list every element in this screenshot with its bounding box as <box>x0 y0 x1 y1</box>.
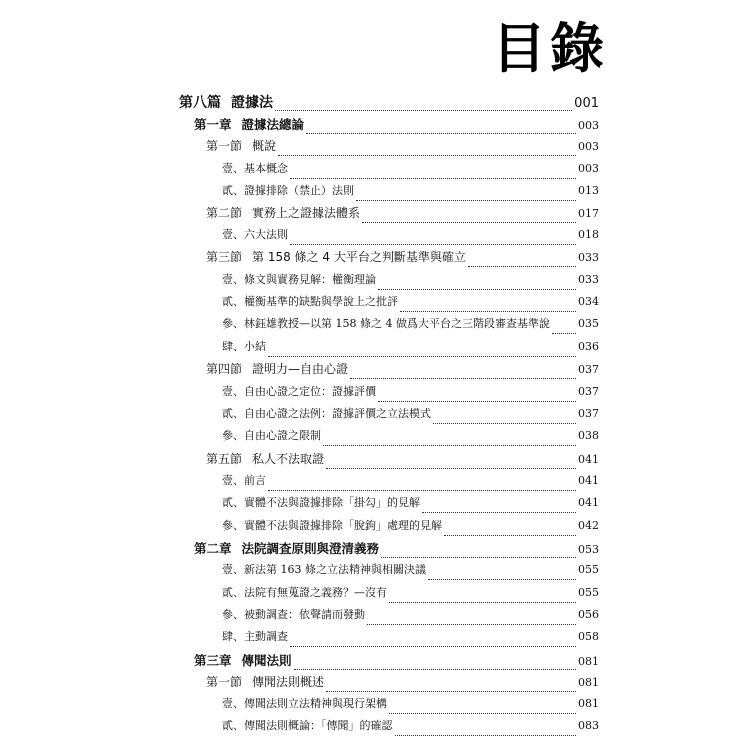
toc-entry[interactable] <box>206 204 599 226</box>
leader-dots <box>428 579 576 580</box>
toc-entry[interactable] <box>222 517 599 539</box>
toc-title: 傳聞法則概述 <box>252 675 325 689</box>
toc-entry[interactable] <box>194 651 599 673</box>
toc-title: 肆、小結 <box>222 340 266 353</box>
toc-title: 貳、權衡基準的缺點與學說上之批評 <box>222 295 398 308</box>
leader-dots <box>378 289 576 290</box>
toc-page: 081 <box>578 676 599 689</box>
leader-dots <box>306 133 576 134</box>
toc-page: 042 <box>578 519 599 532</box>
toc-title: 貳、證據排除（禁止）法則 <box>222 184 354 197</box>
toc-title: 壹、前言 <box>222 474 266 487</box>
toc-title: 壹、新法第 163 條之立法精神與相關決議 <box>222 563 426 576</box>
toc-entry[interactable] <box>206 360 599 382</box>
leader-dots <box>395 735 577 736</box>
toc-entry[interactable] <box>206 137 599 159</box>
toc-entry[interactable] <box>206 450 599 472</box>
toc-title: 貳、法院有無蒐證之義務？—沒有 <box>222 586 387 599</box>
toc-page: 055 <box>578 586 599 599</box>
leader-dots <box>422 512 576 513</box>
leader-dots <box>268 356 576 357</box>
toc-number: 第五節 <box>206 452 243 466</box>
toc-page: 058 <box>578 630 599 643</box>
toc-page: 037 <box>578 407 599 420</box>
toc-page: 035 <box>578 317 599 330</box>
leader-dots <box>389 713 576 714</box>
toc-title: 參、林鈺雄教授—以第 158 條之 4 做爲大平台之三階段審查基準說 <box>222 317 550 330</box>
leader-dots <box>326 691 576 692</box>
toc-title: 壹、基本概念 <box>222 162 288 175</box>
leader-dots <box>350 378 576 379</box>
toc-page: 041 <box>578 474 599 487</box>
toc-page: 001 <box>574 96 599 111</box>
toc-entry[interactable] <box>222 494 599 516</box>
toc-title: 第 158 條之 4 大平台之判斷基準與確立 <box>252 250 466 264</box>
toc-title: 私人不法取證 <box>252 452 325 466</box>
toc-title: 肆、主動調查 <box>222 630 288 643</box>
toc-title: 參、自由心證之限制 <box>222 429 321 442</box>
toc-number: 第二節 <box>206 206 243 220</box>
toc-page: 037 <box>578 363 599 376</box>
toc-page: 003 <box>578 140 599 153</box>
toc-title: 壹、條文與實務見解：權衡理論 <box>222 273 376 286</box>
toc-page: 017 <box>578 207 599 220</box>
toc-title: 貳、傳聞法則概論：「傳聞」的確認 <box>222 719 393 732</box>
toc-page: 003 <box>578 119 599 132</box>
leader-dots <box>356 200 576 201</box>
leader-dots <box>367 624 576 625</box>
leader-dots <box>552 333 576 334</box>
leader-dots <box>381 557 576 558</box>
toc-entry[interactable] <box>222 338 599 360</box>
leader-dots <box>290 646 576 647</box>
toc-entry[interactable] <box>222 405 599 427</box>
toc-title: 參、被動調查：依聲請而發動 <box>222 608 365 621</box>
leader-dots <box>378 401 576 402</box>
toc-page: 033 <box>578 251 599 264</box>
toc-title: 壹、自由心證之定位：證據評價 <box>222 385 376 398</box>
leader-dots <box>323 445 576 446</box>
toc-page: 081 <box>578 697 599 710</box>
toc-title: 證據法 <box>231 95 273 111</box>
toc-entry[interactable] <box>222 383 599 405</box>
leader-dots <box>275 110 572 111</box>
toc-title: 貳、實體不法與證據排除「掛勾」的見解 <box>222 496 420 509</box>
toc-number: 第二章 <box>194 541 232 556</box>
toc-entry[interactable] <box>194 539 599 561</box>
toc-title: 傳聞法則 <box>241 653 292 668</box>
toc-entry[interactable] <box>179 92 599 114</box>
toc-page: 053 <box>578 543 599 556</box>
toc-number: 第三章 <box>194 653 232 668</box>
toc-page: 083 <box>578 719 599 732</box>
toc-number: 第一節 <box>206 139 243 153</box>
toc-entry[interactable] <box>222 427 599 449</box>
toc-title: 壹、六大法則 <box>222 228 288 241</box>
toc-entry[interactable] <box>222 472 599 494</box>
toc-title: 實務上之證據法體系 <box>252 206 361 220</box>
toc-title: 概說 <box>252 139 277 153</box>
toc-entry[interactable] <box>222 160 599 182</box>
toc-page: 036 <box>578 340 599 353</box>
toc-entry[interactable] <box>222 717 599 739</box>
leader-dots <box>326 468 576 469</box>
toc-entry[interactable] <box>222 271 599 293</box>
toc-number: 第一節 <box>206 675 243 689</box>
toc-entry[interactable] <box>194 115 599 137</box>
leader-dots <box>290 178 576 179</box>
toc-entry[interactable] <box>206 673 599 695</box>
leader-dots <box>433 423 576 424</box>
toc-page: 041 <box>578 496 599 509</box>
toc-entry[interactable] <box>222 606 599 628</box>
toc-entry[interactable] <box>222 584 599 606</box>
leader-dots <box>389 602 576 603</box>
toc-number: 第三節 <box>206 250 243 264</box>
toc-title: 證據法總論 <box>241 117 305 132</box>
toc-entry[interactable] <box>222 293 599 315</box>
toc-number: 第四節 <box>206 362 243 376</box>
toc-number: 第八篇 <box>179 95 221 111</box>
page-title: 目錄 <box>492 17 608 80</box>
toc-title: 壹、傳聞法則立法精神與現行架構 <box>222 697 387 710</box>
toc-entry[interactable] <box>222 315 599 337</box>
toc-page: 081 <box>578 655 599 668</box>
toc-title: 貳、自由心證之法例：證據評價之立法模式 <box>222 407 431 420</box>
toc-entry[interactable] <box>222 561 599 583</box>
toc-title: 證明力—自由心證 <box>252 362 349 376</box>
leader-dots <box>278 155 576 156</box>
toc-page: 018 <box>578 228 599 241</box>
leader-dots <box>294 669 576 670</box>
toc-entry[interactable] <box>222 226 599 248</box>
toc-page: 038 <box>578 429 599 442</box>
toc-title: 法院調查原則與澄清義務 <box>241 541 380 556</box>
leader-dots <box>400 311 576 312</box>
toc-page: 013 <box>578 184 599 197</box>
leader-dots <box>268 490 576 491</box>
toc-entry[interactable] <box>222 628 599 650</box>
leader-dots <box>468 266 576 267</box>
leader-dots <box>362 222 576 223</box>
toc-entry[interactable] <box>222 695 599 717</box>
toc-page: 003 <box>578 162 599 175</box>
toc-entry[interactable] <box>222 182 599 204</box>
toc-page: 033 <box>578 273 599 286</box>
toc-page: 056 <box>578 608 599 621</box>
toc-page: 034 <box>578 295 599 308</box>
leader-dots <box>444 535 576 536</box>
toc-page: 041 <box>578 453 599 466</box>
toc-entry[interactable] <box>206 248 599 270</box>
toc-number: 第一章 <box>194 117 232 132</box>
toc-page: 055 <box>578 563 599 576</box>
toc-page: 037 <box>578 385 599 398</box>
toc-title: 參、實體不法與證據排除「脫鉤」處理的見解 <box>222 519 442 532</box>
leader-dots <box>290 244 576 245</box>
